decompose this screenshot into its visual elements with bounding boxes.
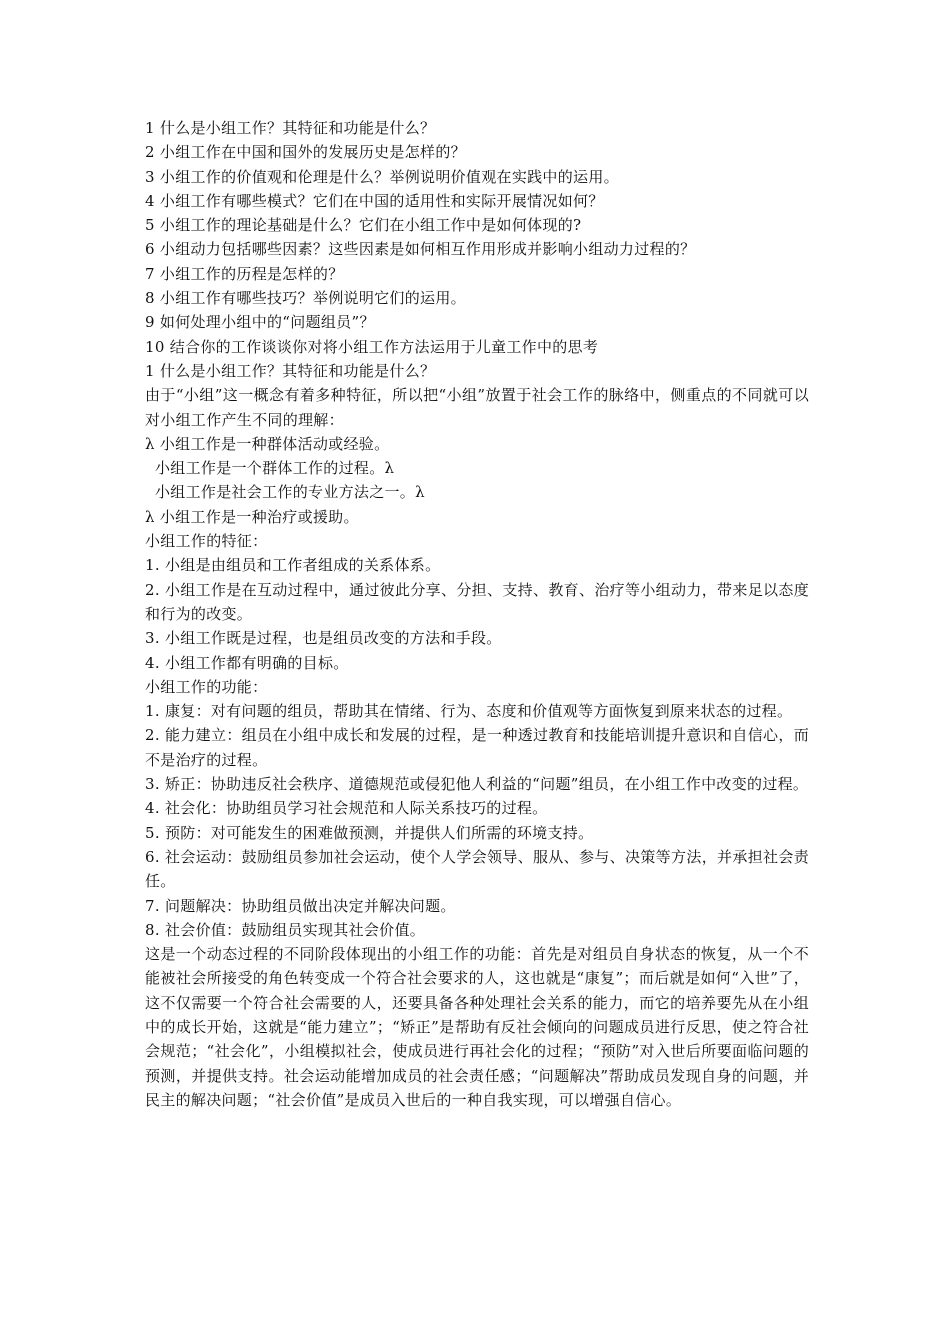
- functions-heading: 小组工作的功能：: [145, 677, 268, 696]
- understanding-item: λ 小组工作是一种群体活动或经验。: [145, 434, 390, 453]
- understanding-item: 小组工作是一个群体工作的过程。λ: [155, 459, 395, 478]
- feature-item: 2. 小组工作是在互动过程中，通过彼此分享、分担、支持、教育、治疗等小组动力，带来足以态度和行为的改变。: [145, 580, 809, 623]
- function-item: 1. 康复：对有问题的组员，帮助其在情绪、行为、态度和价值观等方面恢复到原来状态的过程。: [145, 702, 793, 721]
- question-item: 7 小组工作的历程是怎样的？: [145, 264, 344, 283]
- question-item: 5 小组工作的理论基础是什么？它们在小组工作中是如何体现的?: [145, 216, 582, 235]
- question-item: 9 如何处理小组中的“问题组员”？: [145, 313, 375, 332]
- function-item: 4. 社会化：协助组员学习社会规范和人际关系技巧的过程。: [145, 799, 548, 818]
- question-item: 2 小组工作在中国和国外的发展历史是怎样的？: [145, 143, 466, 162]
- function-item: 6. 社会运动：鼓励组员参加社会运动，使个人学会领导、服从、参与、决策等方法，并承担社会责任。: [145, 847, 809, 891]
- question-item: 1 什么是小组工作？其特征和功能是什么？: [145, 119, 436, 137]
- features-heading: 小组工作的特征：: [145, 532, 268, 551]
- intro-paragraph: 由于“小组”这一概念有着多种特征，所以把“小组”放置于社会工作的脉络中，侧重点的不同就可以对小组工作产生不同的理解：: [145, 386, 809, 429]
- function-item: 3. 矫正：协助违反社会秩序、道德规范或侵犯他人利益的“问题”组员，在小组工作中改变的过程。: [145, 775, 809, 794]
- function-item: 2. 能力建立：组员在小组中成长和发展的过程，是一种透过教育和技能培训提升意识和自信心，而不是治疗的过程。: [145, 726, 809, 769]
- question-item: 6 小组动力包括哪些因素？这些因素是如何相互作用形成并影响小组动力过程的？: [145, 240, 696, 259]
- question-item: 8 小组工作有哪些技巧？举例说明它们的运用。: [145, 289, 466, 308]
- question-item: 4 小组工作有哪些模式？它们在中国的适用性和实际开展情况如何？: [145, 191, 604, 210]
- answer-section: [145, 359, 809, 1112]
- understanding-item: λ 小组工作是一种治疗或援助。: [145, 507, 359, 526]
- feature-item: 1. 小组是由组员和工作者组成的关系体系。: [145, 556, 441, 575]
- document-page: [145, 116, 809, 1112]
- feature-item: 3. 小组工作既是过程，也是组员改变的方法和手段。: [145, 629, 502, 648]
- answer-heading: 1 什么是小组工作？其特征和功能是什么？: [145, 361, 436, 380]
- question-item: 10 结合你的工作谈谈你对将小组工作方法运用于儿童工作中的思考: [145, 337, 599, 356]
- question-item: 3 小组工作的价值观和伦理是什么？举例说明价值观在实践中的运用。: [145, 167, 619, 186]
- feature-item: 4. 小组工作都有明确的目标。: [145, 653, 349, 672]
- function-item: 5. 预防：对可能发生的困难做预测，并提供人们所需的环境支持。: [145, 823, 594, 842]
- understanding-item: 小组工作是社会工作的专业方法之一。λ: [155, 483, 425, 502]
- question-list: [145, 116, 809, 359]
- summary-paragraph: 这是一个动态过程的不同阶段体现出的小组工作的功能：首先是对组员自身状态的恢复，从一个不能被社会所接受的角色转变成一个符合社会要求的人，这也就是“康复”；而后就是如何“入世”了，这不仅需要一个符合社会需要的人，还要具备各种处理社会关系的能力，而它的培养要先从在小组中的成长开始，这就是“能力建立”；“矫正”是帮助有反社会倾向的问题成员进行反思，使之符合社会规范；“社会化”，小组模拟社会，使成员进行再社会化的过程；“预防”对入世后所要面临问题的预测，并提供支持。社会运动能增加成员的社会责任感；“问题解决”帮助成员发现自身的问题，并民主的解决问题；“社会价值”是成员入世后的一种自我实现，可以增强自信心。: [145, 945, 809, 1109]
- function-item: 7. 问题解决：协助组员做出决定并解决问题。: [145, 896, 456, 915]
- function-item: 8. 社会价值：鼓励组员实现其社会价值。: [145, 920, 426, 939]
